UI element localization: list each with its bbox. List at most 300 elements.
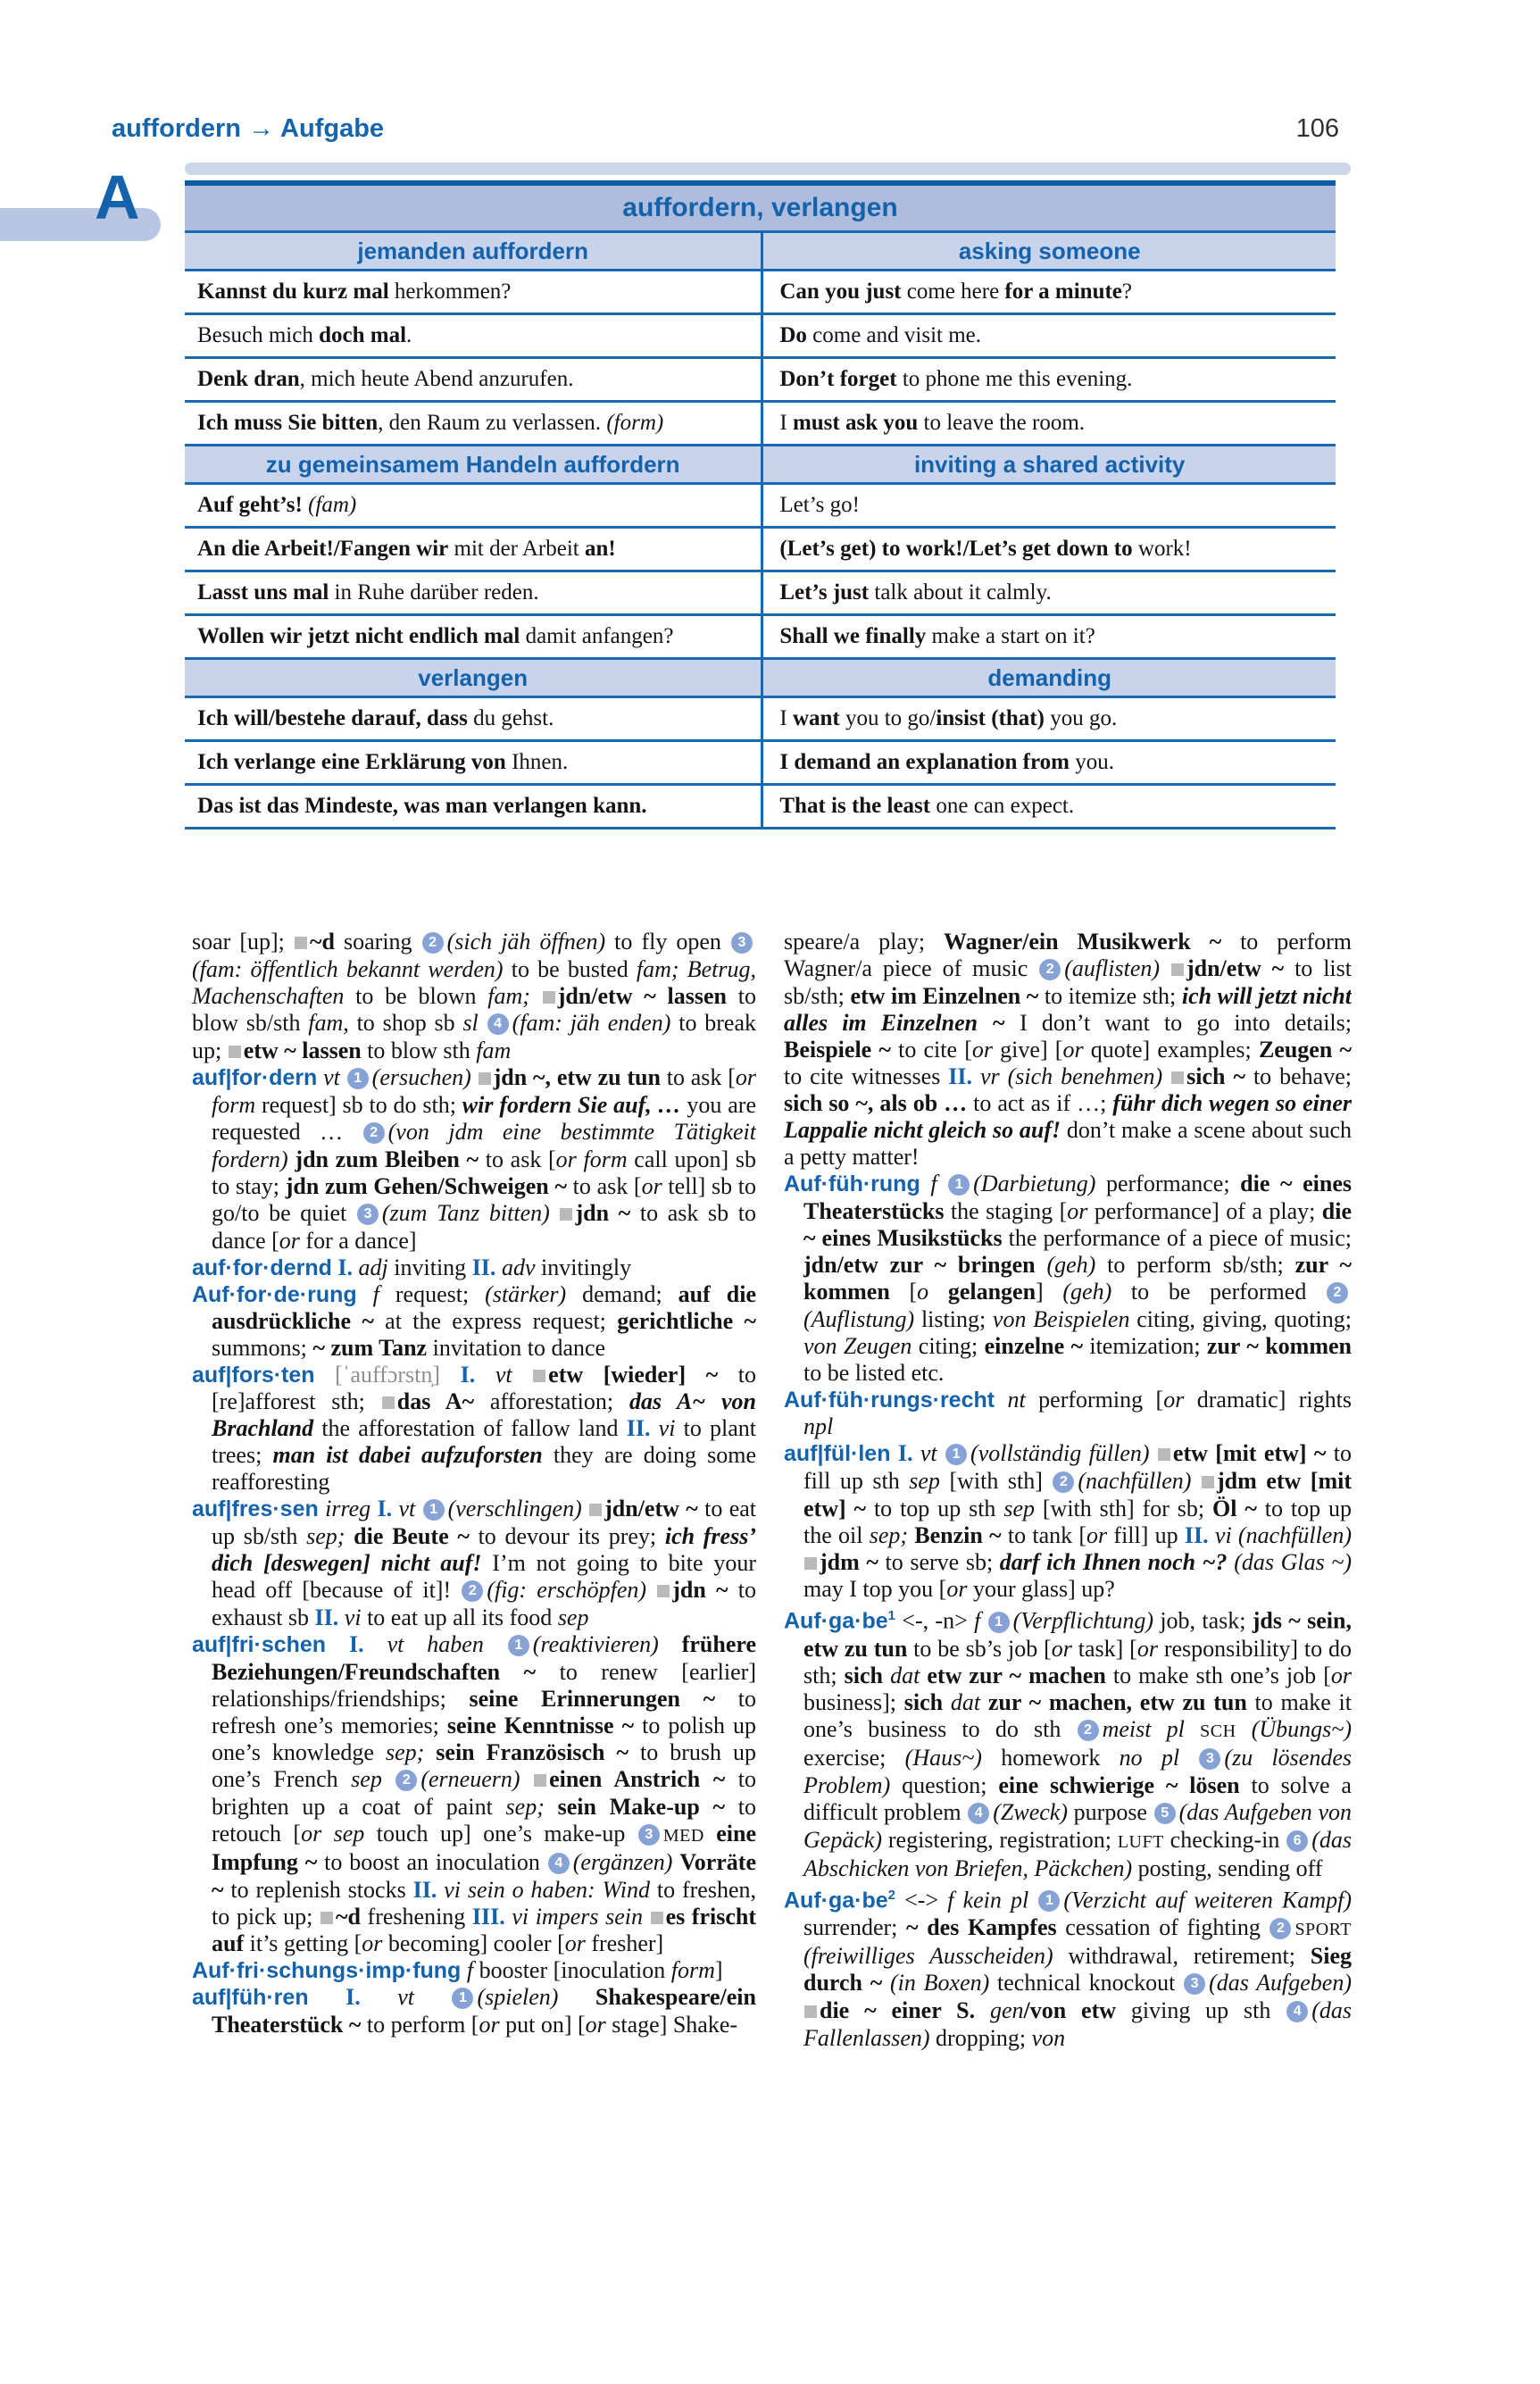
text-segment: Wollen wir jetzt nicht endlich mal bbox=[197, 624, 520, 648]
text-segment: II. bbox=[1178, 1522, 1209, 1548]
section-header-en: asking someone bbox=[763, 233, 1336, 269]
text-segment: tell] sb to go/to be quiet bbox=[212, 1173, 756, 1226]
phrase-cell-en bbox=[763, 742, 1336, 783]
section-header-en: inviting a shared activity bbox=[763, 446, 1336, 482]
text-segment: ich fress’ dich [deswegen] nicht auf! bbox=[212, 1523, 756, 1576]
text-segment: to solve a difficult problem bbox=[803, 1771, 1352, 1825]
text-segment: jdn ~ bbox=[575, 1200, 631, 1226]
text-segment: no pl bbox=[1119, 1744, 1199, 1771]
text-segment: vt bbox=[360, 1984, 452, 2010]
text-segment: adv bbox=[495, 1255, 536, 1280]
phrase-cell-de bbox=[185, 698, 763, 739]
text-segment: , den Raum zu verlassen. bbox=[378, 411, 607, 435]
text-segment: (Haus~) bbox=[904, 1744, 982, 1771]
text-segment: I demand an explanation from bbox=[779, 750, 1070, 774]
text-segment: SPORT bbox=[1294, 1920, 1352, 1940]
phrase-bullet-icon bbox=[560, 1208, 572, 1221]
text-segment: registering, registration; bbox=[882, 1826, 1118, 1853]
text-segment bbox=[424, 1739, 436, 1765]
sense-number: 3 bbox=[357, 1204, 379, 1225]
text-segment: posting, sending off bbox=[1132, 1855, 1323, 1881]
text-segment: f bbox=[974, 1607, 987, 1634]
sense-number: 4 bbox=[1286, 2001, 1308, 2022]
text-segment: etw zur ~ machen bbox=[920, 1662, 1106, 1688]
text-segment: invitation to dance bbox=[427, 1335, 606, 1361]
text-segment bbox=[882, 1970, 890, 1996]
text-segment: vi impers sein bbox=[504, 1904, 650, 1930]
text-segment: to cite [ bbox=[890, 1037, 972, 1063]
text-segment: Shakespeare/ein Theaterstück ~ bbox=[212, 1984, 756, 2038]
text-segment: vr (sich benehmen) bbox=[972, 1063, 1171, 1089]
phrase-cell-de bbox=[185, 359, 763, 400]
text-segment: to brighten up a coat of paint bbox=[212, 1766, 756, 1820]
text-segment: to eat up sb/sth bbox=[212, 1496, 756, 1549]
text-segment: I don’t want to go into details; bbox=[1005, 1010, 1352, 1036]
phrase-bullet-icon bbox=[543, 991, 555, 1004]
text-segment: Sieg durch ~ bbox=[803, 1943, 1352, 1996]
text-segment: [with sth] for sb; bbox=[1035, 1496, 1213, 1521]
sense-number: 4 bbox=[968, 1803, 989, 1824]
text-segment: darf ich Ihnen noch ~? bbox=[999, 1549, 1228, 1575]
text-segment: jds ~ sein, etw zu tun bbox=[803, 1607, 1352, 1662]
text-segment: to behave; bbox=[1244, 1063, 1352, 1089]
text-segment: herkommen? bbox=[388, 279, 512, 304]
text-segment: (das Aufgeben) bbox=[1209, 1970, 1352, 1996]
text-segment: (geh) bbox=[1046, 1252, 1096, 1278]
text-segment: doch mal bbox=[319, 323, 407, 347]
text-segment: ~d bbox=[335, 1904, 361, 1930]
text-segment: I bbox=[779, 411, 793, 435]
text-segment: es frischt auf bbox=[212, 1904, 756, 1956]
table-section-row bbox=[185, 230, 1336, 269]
text-segment: (Übungs~) bbox=[1251, 1715, 1352, 1742]
text-segment: the staging [ bbox=[944, 1198, 1068, 1224]
text-segment: jdn/etw ~ bbox=[604, 1496, 698, 1521]
text-segment: Ich will/bestehe darauf, dass bbox=[197, 706, 468, 730]
text-segment: or form bbox=[212, 1064, 756, 1118]
text-segment: responsibility] to do sth; bbox=[803, 1635, 1352, 1688]
text-segment: give] [ bbox=[993, 1037, 1063, 1063]
dict-entry bbox=[784, 1440, 1352, 1603]
dict-entry bbox=[192, 1984, 756, 2038]
text-segment: <-> bbox=[895, 1887, 948, 1913]
text-segment: (das Abschicken von Briefen, Päckchen) bbox=[803, 1826, 1352, 1881]
phrase-cell-en bbox=[763, 698, 1336, 739]
text-segment: to make it one’s business to do sth bbox=[803, 1688, 1352, 1742]
sense-number: 2 bbox=[363, 1122, 385, 1144]
text-segment: das A~ von Brachland bbox=[212, 1388, 756, 1441]
text-segment: Ich verlange eine Erklärung von bbox=[197, 750, 506, 774]
text-segment: demand; bbox=[566, 1281, 678, 1307]
text-segment: [ˈauffɔrstn̩] bbox=[314, 1362, 441, 1388]
page-header bbox=[112, 114, 1339, 144]
text-segment: sep bbox=[351, 1766, 382, 1792]
text-segment: to top up sth bbox=[866, 1496, 1004, 1521]
text-segment: (von jdm eine bestimmte Tätigkeit fordern) bbox=[212, 1119, 756, 1172]
text-segment: itemization; bbox=[1083, 1333, 1207, 1359]
text-segment: withdrawal, retirement; bbox=[1053, 1943, 1311, 1970]
text-segment: must ask you bbox=[792, 411, 919, 435]
text-segment: du gehst. bbox=[467, 706, 554, 730]
text-segment: to fly open bbox=[605, 929, 730, 954]
text-segment: /von etw bbox=[1023, 1997, 1117, 2024]
text-segment: or bbox=[971, 1037, 993, 1063]
phrase-bullet-icon bbox=[1171, 1071, 1184, 1084]
phrase-row bbox=[185, 482, 1336, 526]
text-segment: to exhaust sb bbox=[212, 1577, 756, 1630]
text-segment: LUFT bbox=[1117, 1831, 1164, 1852]
text-segment: or bbox=[1163, 1387, 1185, 1413]
text-segment: to plant trees; bbox=[212, 1415, 756, 1468]
text-segment: auf die ausdrückliche ~ bbox=[212, 1281, 756, 1334]
text-segment: to perform sb/sth; bbox=[1095, 1252, 1295, 1278]
text-segment: (fam: jäh enden) bbox=[512, 1010, 671, 1036]
text-segment: II. bbox=[940, 1063, 973, 1089]
text-segment: request] sb to do sth; bbox=[255, 1092, 462, 1118]
headword: auf|füh·ren bbox=[192, 1985, 309, 2010]
phrase-row bbox=[185, 269, 1336, 313]
text-segment: to perform Wagner/a piece of music bbox=[784, 929, 1352, 981]
phrase-cell-en bbox=[763, 485, 1336, 526]
text-segment: I. bbox=[440, 1362, 476, 1388]
text-segment: (ersuchen) bbox=[371, 1064, 478, 1090]
text-segment: I bbox=[779, 706, 793, 730]
text-segment: (form) bbox=[606, 411, 664, 435]
text-segment: soar [up]; bbox=[192, 929, 294, 954]
text-segment: to eat up all its food bbox=[361, 1605, 558, 1630]
text-segment: to tank [ bbox=[1001, 1522, 1087, 1548]
text-segment: homework bbox=[981, 1744, 1120, 1771]
text-segment: von Zeugen bbox=[803, 1333, 912, 1359]
text-segment: jdm etw [mit etw] ~ bbox=[803, 1468, 1352, 1521]
text-segment: (Let’s get) to work!/Let’s get down to bbox=[779, 537, 1133, 561]
sense-number: 2 bbox=[395, 1770, 417, 1791]
text-segment: or bbox=[1067, 1198, 1088, 1224]
text-segment: or bbox=[585, 2012, 606, 2038]
text-segment: (auflisten) bbox=[1064, 955, 1170, 981]
phrase-cell-de bbox=[185, 616, 763, 657]
text-segment: dropping; bbox=[929, 2025, 1032, 2052]
dict-entry bbox=[192, 1631, 756, 1957]
text-segment: 2 bbox=[887, 1887, 895, 1903]
sense-number: 2 bbox=[1039, 959, 1061, 980]
text-segment: eine Impfung ~ bbox=[212, 1821, 756, 1875]
text-segment: to renew [earlier] relationships/friendships; bbox=[212, 1659, 756, 1712]
breadcrumb: auffordern → Aufgabe bbox=[112, 114, 385, 143]
text-segment: an! bbox=[585, 537, 616, 561]
phrase-row bbox=[185, 739, 1336, 783]
phrase-cell-de bbox=[185, 572, 763, 613]
text-segment: afforestation; bbox=[474, 1388, 629, 1414]
text-segment: one can expect. bbox=[930, 794, 1075, 818]
text-segment: frühere Beziehungen/Freundschaften ~ bbox=[212, 1631, 756, 1685]
sense-number: 6 bbox=[1286, 1830, 1308, 1852]
text-segment: fam bbox=[476, 1038, 512, 1063]
phrase-cell-de bbox=[185, 742, 763, 783]
text-segment: checking-in bbox=[1163, 1826, 1286, 1853]
text-segment: fam, bbox=[308, 1010, 349, 1036]
text-segment: ~ zum Tanz bbox=[312, 1335, 428, 1361]
text-segment: dat bbox=[890, 1662, 920, 1688]
phrase-bullet-icon bbox=[1202, 1476, 1214, 1488]
text-segment: I. bbox=[890, 1440, 913, 1466]
phrase-cell-de bbox=[185, 403, 763, 444]
text-segment: to phone me this evening. bbox=[896, 367, 1133, 391]
text-segment: sein Französisch ~ bbox=[436, 1739, 629, 1765]
text-segment: (freiwilliges Ausscheiden) bbox=[803, 1943, 1053, 1970]
phrase-bullet-icon bbox=[1171, 963, 1184, 976]
text-segment: gelangen bbox=[947, 1279, 1036, 1305]
text-segment: booster [inoculation bbox=[473, 1957, 671, 1983]
text-segment: (stärker) bbox=[485, 1281, 567, 1307]
text-segment: [with sth] bbox=[939, 1468, 1053, 1494]
text-segment: summons; bbox=[212, 1335, 313, 1361]
text-segment: (das Aufgeben von Gepäck) bbox=[803, 1798, 1352, 1853]
sense-number: 1 bbox=[347, 1068, 369, 1089]
phrase-cell-en bbox=[763, 271, 1336, 313]
text-segment: Das ist das Mindeste, was man verlangen kann. bbox=[197, 794, 647, 818]
text-segment: (in Boxen) bbox=[890, 1970, 990, 1996]
phrase-cell-en bbox=[763, 403, 1336, 444]
text-segment: nt bbox=[995, 1387, 1026, 1413]
phrase-row bbox=[185, 313, 1336, 356]
text-segment: to ask [ bbox=[566, 1173, 642, 1199]
text-segment: II. bbox=[618, 1415, 651, 1441]
text-segment: to make sth one’s job [ bbox=[1105, 1662, 1331, 1688]
headword: auf·for·dernd bbox=[192, 1255, 332, 1280]
text-segment: (erneuern) bbox=[420, 1766, 534, 1792]
text-segment: die Beute ~ bbox=[354, 1523, 470, 1549]
text-segment: at the express request; bbox=[373, 1308, 618, 1334]
table-title: auffordern, verlangen bbox=[185, 186, 1336, 230]
text-segment: or bbox=[1086, 1522, 1108, 1548]
dict-entry bbox=[192, 1957, 756, 1984]
phrase-row bbox=[185, 570, 1336, 613]
text-segment: jdn/etw zur ~ bringen bbox=[803, 1252, 1036, 1278]
text-segment: technical knockout bbox=[989, 1970, 1184, 1996]
text-segment: etw [mit etw] ~ bbox=[1172, 1440, 1327, 1466]
text-segment: come here bbox=[901, 279, 1005, 304]
text-segment: II. bbox=[309, 1605, 339, 1630]
text-segment: etw [wieder] ~ bbox=[548, 1362, 719, 1388]
text-segment: to devour its prey; bbox=[469, 1523, 665, 1549]
text-segment: exercise; bbox=[803, 1744, 905, 1771]
text-segment: MED bbox=[662, 1826, 704, 1846]
text-segment: zur ~ machen, etw zu tun bbox=[980, 1688, 1247, 1715]
text-segment: to perform [ bbox=[361, 2012, 479, 2038]
text-segment: vt bbox=[317, 1064, 346, 1090]
sense-number: 5 bbox=[1154, 1803, 1176, 1824]
headword: Auf·füh·rung bbox=[784, 1171, 920, 1196]
text-segment: or bbox=[1062, 1037, 1084, 1063]
text-segment: to polish up one’s knowledge bbox=[212, 1713, 756, 1765]
table-section-row bbox=[185, 657, 1336, 696]
text-segment: to list sb/sth; bbox=[784, 955, 1352, 1009]
text-segment: fam; bbox=[487, 983, 542, 1009]
phrase-cell-de bbox=[185, 529, 763, 570]
dict-entry bbox=[192, 1064, 756, 1255]
section-header-de: zu gemeinsamem Handeln auffordern bbox=[185, 446, 763, 482]
text-segment: vi (nachfüllen) bbox=[1208, 1522, 1352, 1548]
text-segment: die ~ einer S. bbox=[820, 1997, 990, 2024]
text-segment: (reaktivieren) bbox=[532, 1631, 659, 1657]
headword: Auf·ga·be bbox=[784, 1888, 888, 1913]
text-segment: (zu lösendes Problem) bbox=[803, 1744, 1352, 1798]
text-segment: performing [ bbox=[1025, 1387, 1164, 1413]
text-segment: (nachfüllen) bbox=[1078, 1468, 1201, 1494]
text-segment: Beispiele ~ bbox=[784, 1037, 891, 1063]
text-segment: or bbox=[479, 2012, 500, 2038]
text-segment: to shop sb bbox=[348, 1010, 463, 1036]
section-header-de: jemanden auffordern bbox=[185, 233, 763, 269]
dict-entry bbox=[192, 1281, 756, 1362]
text-segment: 1 bbox=[887, 1608, 895, 1623]
text-segment: freshening bbox=[360, 1904, 466, 1930]
text-segment: to be listed etc. bbox=[803, 1360, 945, 1386]
text-segment: or sep bbox=[301, 1821, 365, 1846]
text-segment: to freshen, to pick up; bbox=[212, 1877, 756, 1930]
text-segment: purpose bbox=[1068, 1798, 1153, 1825]
text-segment: or form bbox=[555, 1146, 628, 1172]
text-segment bbox=[345, 1523, 354, 1549]
headword: Auf·füh·rungs·recht bbox=[784, 1388, 995, 1413]
text-segment: job, task; bbox=[1153, 1607, 1253, 1634]
headword: auf|fres·sen bbox=[192, 1496, 319, 1521]
phrase-bullet-icon bbox=[320, 1912, 333, 1924]
text-segment bbox=[558, 1984, 595, 2010]
text-segment: man ist dabei aufzuforsten bbox=[272, 1442, 543, 1468]
text-segment: Lasst uns mal bbox=[197, 580, 329, 604]
text-segment: seine Kenntnisse ~ bbox=[446, 1713, 635, 1738]
text-segment: vi bbox=[650, 1415, 676, 1441]
sense-number: 1 bbox=[1038, 1890, 1060, 1912]
text-segment: to replenish stocks bbox=[223, 1877, 406, 1903]
phrase-row bbox=[185, 783, 1336, 827]
text-segment: (ergänzen) bbox=[572, 1849, 673, 1875]
text-segment: jdn ~ bbox=[672, 1577, 728, 1603]
text-segment: (vollständig füllen) bbox=[970, 1440, 1157, 1466]
text-segment: Vorräte ~ bbox=[212, 1849, 756, 1903]
text-segment: (Zweck) bbox=[993, 1798, 1068, 1825]
text-segment: vt bbox=[392, 1496, 422, 1521]
dictionary-column-left bbox=[192, 929, 756, 2232]
text-segment: work! bbox=[1132, 537, 1192, 561]
text-segment: invitingly bbox=[535, 1255, 632, 1280]
text-segment: Do bbox=[779, 323, 807, 347]
text-segment: cessation of fighting bbox=[1056, 1914, 1269, 1941]
text-segment: to serve sb; bbox=[878, 1549, 1000, 1575]
text-segment: to ask sb to dance [ bbox=[212, 1200, 756, 1254]
text-segment: (fam: öffentlich bekannt werden) bbox=[192, 956, 504, 982]
dict-entry bbox=[784, 1603, 1352, 1882]
text-segment: gen bbox=[989, 1997, 1024, 2024]
text-segment: to retouch [ bbox=[212, 1794, 756, 1846]
text-segment: giving up sth bbox=[1116, 1997, 1286, 2024]
text-segment: jdn zum Bleiben ~ bbox=[295, 1146, 479, 1172]
phrase-cell-de bbox=[185, 485, 763, 526]
sense-number: 1 bbox=[948, 1174, 970, 1196]
dict-entry bbox=[192, 1255, 756, 1281]
text-segment: Let’s just bbox=[779, 580, 870, 604]
text-segment: etw ~ lassen bbox=[243, 1038, 362, 1063]
text-segment bbox=[1036, 1252, 1047, 1278]
text-segment: (Auflistung) bbox=[803, 1306, 915, 1332]
phrase-bullet-icon bbox=[804, 2005, 817, 2018]
text-segment: wir fordern Sie auf, … bbox=[462, 1092, 681, 1118]
phrase-bullet-icon bbox=[657, 1585, 670, 1597]
phrase-cell-de bbox=[185, 315, 763, 356]
text-segment: sep; bbox=[306, 1523, 345, 1549]
text-segment: von bbox=[1031, 2025, 1066, 2052]
text-segment: Wagner/ein Musikwerk ~ bbox=[944, 929, 1222, 954]
text-segment: to be busted bbox=[503, 956, 637, 982]
text-segment: your glass] up? bbox=[967, 1576, 1115, 1602]
text-segment: vi bbox=[338, 1605, 362, 1630]
text-segment: die ~ eines Theaterstücks bbox=[803, 1171, 1352, 1224]
sense-number: 1 bbox=[508, 1635, 529, 1656]
text-segment: Shall we finally bbox=[779, 624, 927, 648]
text-segment: meist pl bbox=[1102, 1715, 1201, 1742]
text-segment: to ask [ bbox=[479, 1146, 556, 1172]
dict-entry bbox=[784, 1171, 1352, 1387]
phrase-table bbox=[185, 180, 1336, 829]
dict-continuation bbox=[192, 929, 756, 1064]
text-segment: zur ~ kommen bbox=[1206, 1333, 1352, 1359]
text-segment: Ihnen. bbox=[505, 750, 569, 774]
text-segment: fam; bbox=[636, 956, 679, 982]
text-segment: inviting bbox=[387, 1255, 467, 1280]
text-segment: to break up; bbox=[192, 1010, 756, 1063]
phrase-cell-de bbox=[185, 786, 763, 827]
text-segment: citing, giving, quoting; bbox=[1129, 1306, 1352, 1332]
page-number: 106 bbox=[1295, 114, 1339, 143]
text-segment: vt bbox=[912, 1440, 945, 1466]
text-segment: f bbox=[461, 1957, 474, 1983]
text-segment: [ bbox=[889, 1279, 918, 1305]
text-segment: to blow sth bbox=[361, 1038, 477, 1063]
text-segment: vt haben bbox=[363, 1631, 507, 1657]
text-segment: request; bbox=[379, 1281, 486, 1307]
text-segment: put on] [ bbox=[499, 2012, 586, 2038]
sense-number: 2 bbox=[1053, 1471, 1074, 1493]
text-segment: Betrug, Machenschaften bbox=[192, 956, 756, 1009]
section-header-de: verlangen bbox=[185, 660, 763, 696]
text-segment: (spielen) bbox=[477, 1984, 559, 2010]
dictionary-column-right bbox=[784, 929, 1352, 2232]
sense-number: 3 bbox=[1199, 1748, 1220, 1770]
text-segment: ] bbox=[1036, 1279, 1063, 1305]
text-segment: or bbox=[1330, 1662, 1352, 1688]
text-segment: vt bbox=[475, 1362, 533, 1388]
text-segment: listing; bbox=[914, 1306, 993, 1332]
sense-number: 3 bbox=[638, 1824, 660, 1846]
phrase-cell-de bbox=[185, 271, 763, 313]
text-segment: to ask [ bbox=[660, 1064, 736, 1090]
text-segment: the afforestation of fallow land bbox=[313, 1415, 619, 1441]
text-segment: they are doing some reafforesting bbox=[212, 1442, 756, 1495]
text-segment: sep bbox=[557, 1605, 589, 1630]
text-segment: or bbox=[946, 1576, 968, 1602]
sense-number: 3 bbox=[731, 932, 753, 954]
text-segment: (Verzicht auf weiteren Kampf) bbox=[1063, 1887, 1352, 1913]
text-segment: to be blown bbox=[344, 983, 488, 1009]
text-segment: I. bbox=[331, 1255, 354, 1280]
text-segment: come and visit me. bbox=[806, 323, 982, 347]
headword: Auf·ga·be bbox=[784, 1608, 888, 1634]
text-segment: to brush up one’s French bbox=[212, 1739, 756, 1792]
text-segment: eine schwierige ~ lösen bbox=[998, 1771, 1240, 1798]
text-segment: sich ~ bbox=[1186, 1063, 1245, 1089]
